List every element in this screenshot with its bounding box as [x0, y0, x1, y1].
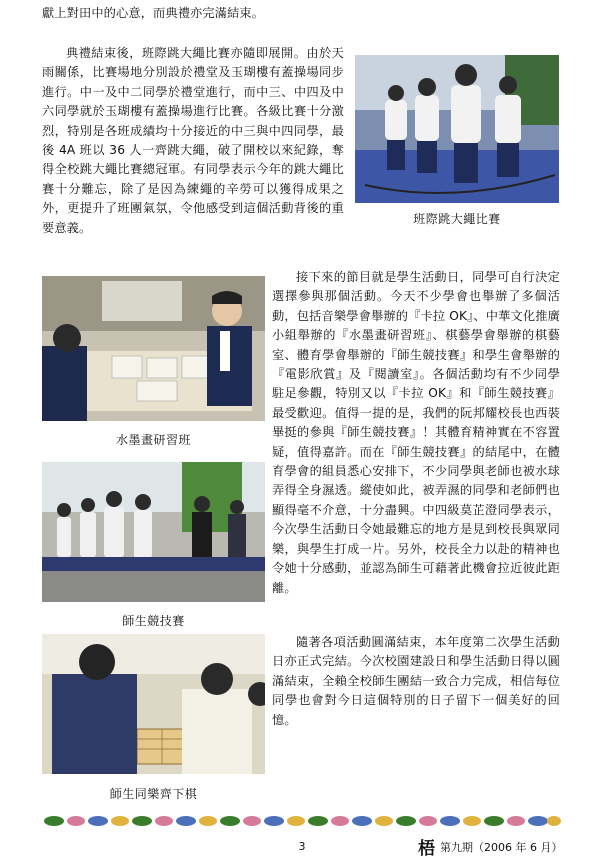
caption-ink: 水墨畫研習班 [115, 433, 191, 447]
paragraph-intro: 獻上對田中的心意，而典禮亦完滿結束。 [42, 6, 265, 20]
paragraph-rope-competition: 典禮結束後，班際跳大繩比賽亦隨即展開。由於天雨關係，比賽場地分別設於禮堂及玉瑚樓有蓋操場同步進行。中一及中二同學於禮堂進行，而中三、中四及中六同學就於玉瑚樓有蓋操場進行比賽。各級比賽十分激烈，特別是各班成績均十分接近的中三與中四同學，最後 4A 班以 36 人一齊跳大繩，破了開校以來紀錄，奪得全校跳大繩比賽總冠軍。有同學表示今年的跳大繩比賽十分難忘，除了是因為練繩的辛勞可以獲得成果之外，更提升了班團氣氛，令他感受到這個活動背後的重要意義。 [42, 46, 344, 235]
decorative-border [42, 812, 562, 830]
photo-chess [42, 634, 265, 774]
caption-games: 師生競技賽 [122, 614, 185, 628]
paragraph-activity-day: 接下來的節目就是學生活動日，同學可自行決定選擇參與那個活動。今天不少學會也舉辦了多個活動，包括音樂學會舉辦的『卡拉 OK』、中華文化推廣小組舉辦的『水墨畫研習班』、棋藝學會舉辦的棋藝室、體育學會舉辦的『師生競技賽』和學生會舉辦的『電影欣賞』及『閱讀室』。各個活動均有不少同學駐足參觀，特別又以『卡拉 OK』和『師生競技賽』最受歡迎。值得一提的是，我們的阮邦耀校長也西裝畢挺的參與『師生競技賽』！其體育精神實在不容置疑，值得嘉許。而在『師生競技賽』的結尾中，在體育學會的組員悉心安排下，不少同學與老師也被水球弄得全身濕透。縱使如此，被弄濕的同學和老師們也顯得毫不介意，十分盡興。中四級莫芷澄同學表示，今次學生活動日令她最難忘的地方是見到校長與眾同樂，與學生打成一片。另外，校長全力以赴的精神也令她十分感動，並認為師生可藉著此機會拉近彼此距離。 [272, 270, 560, 595]
caption-rope: 班際跳大繩比賽 [413, 212, 501, 226]
photo-ink-painting [42, 276, 265, 421]
photo-teacher-student-games [42, 462, 265, 602]
newsletter-mark: 梧 [418, 839, 435, 859]
issue-info: 第九期（2006 年 6 月） [440, 841, 563, 854]
page-number: 3 [298, 840, 306, 853]
photo-rope-skipping [355, 55, 559, 203]
paragraph-conclusion: 隨著各項活動圓滿結束，本年度第二次學生活動日亦正式完結。今次校園建設日和學生活動日得以圓滿結束，全賴全校師生團結一致合力完成，相信每位同學也會對今日這個特別的日子留下一個美好的回憶。 [272, 635, 560, 727]
caption-chess: 師生同樂齊下棋 [109, 787, 198, 801]
